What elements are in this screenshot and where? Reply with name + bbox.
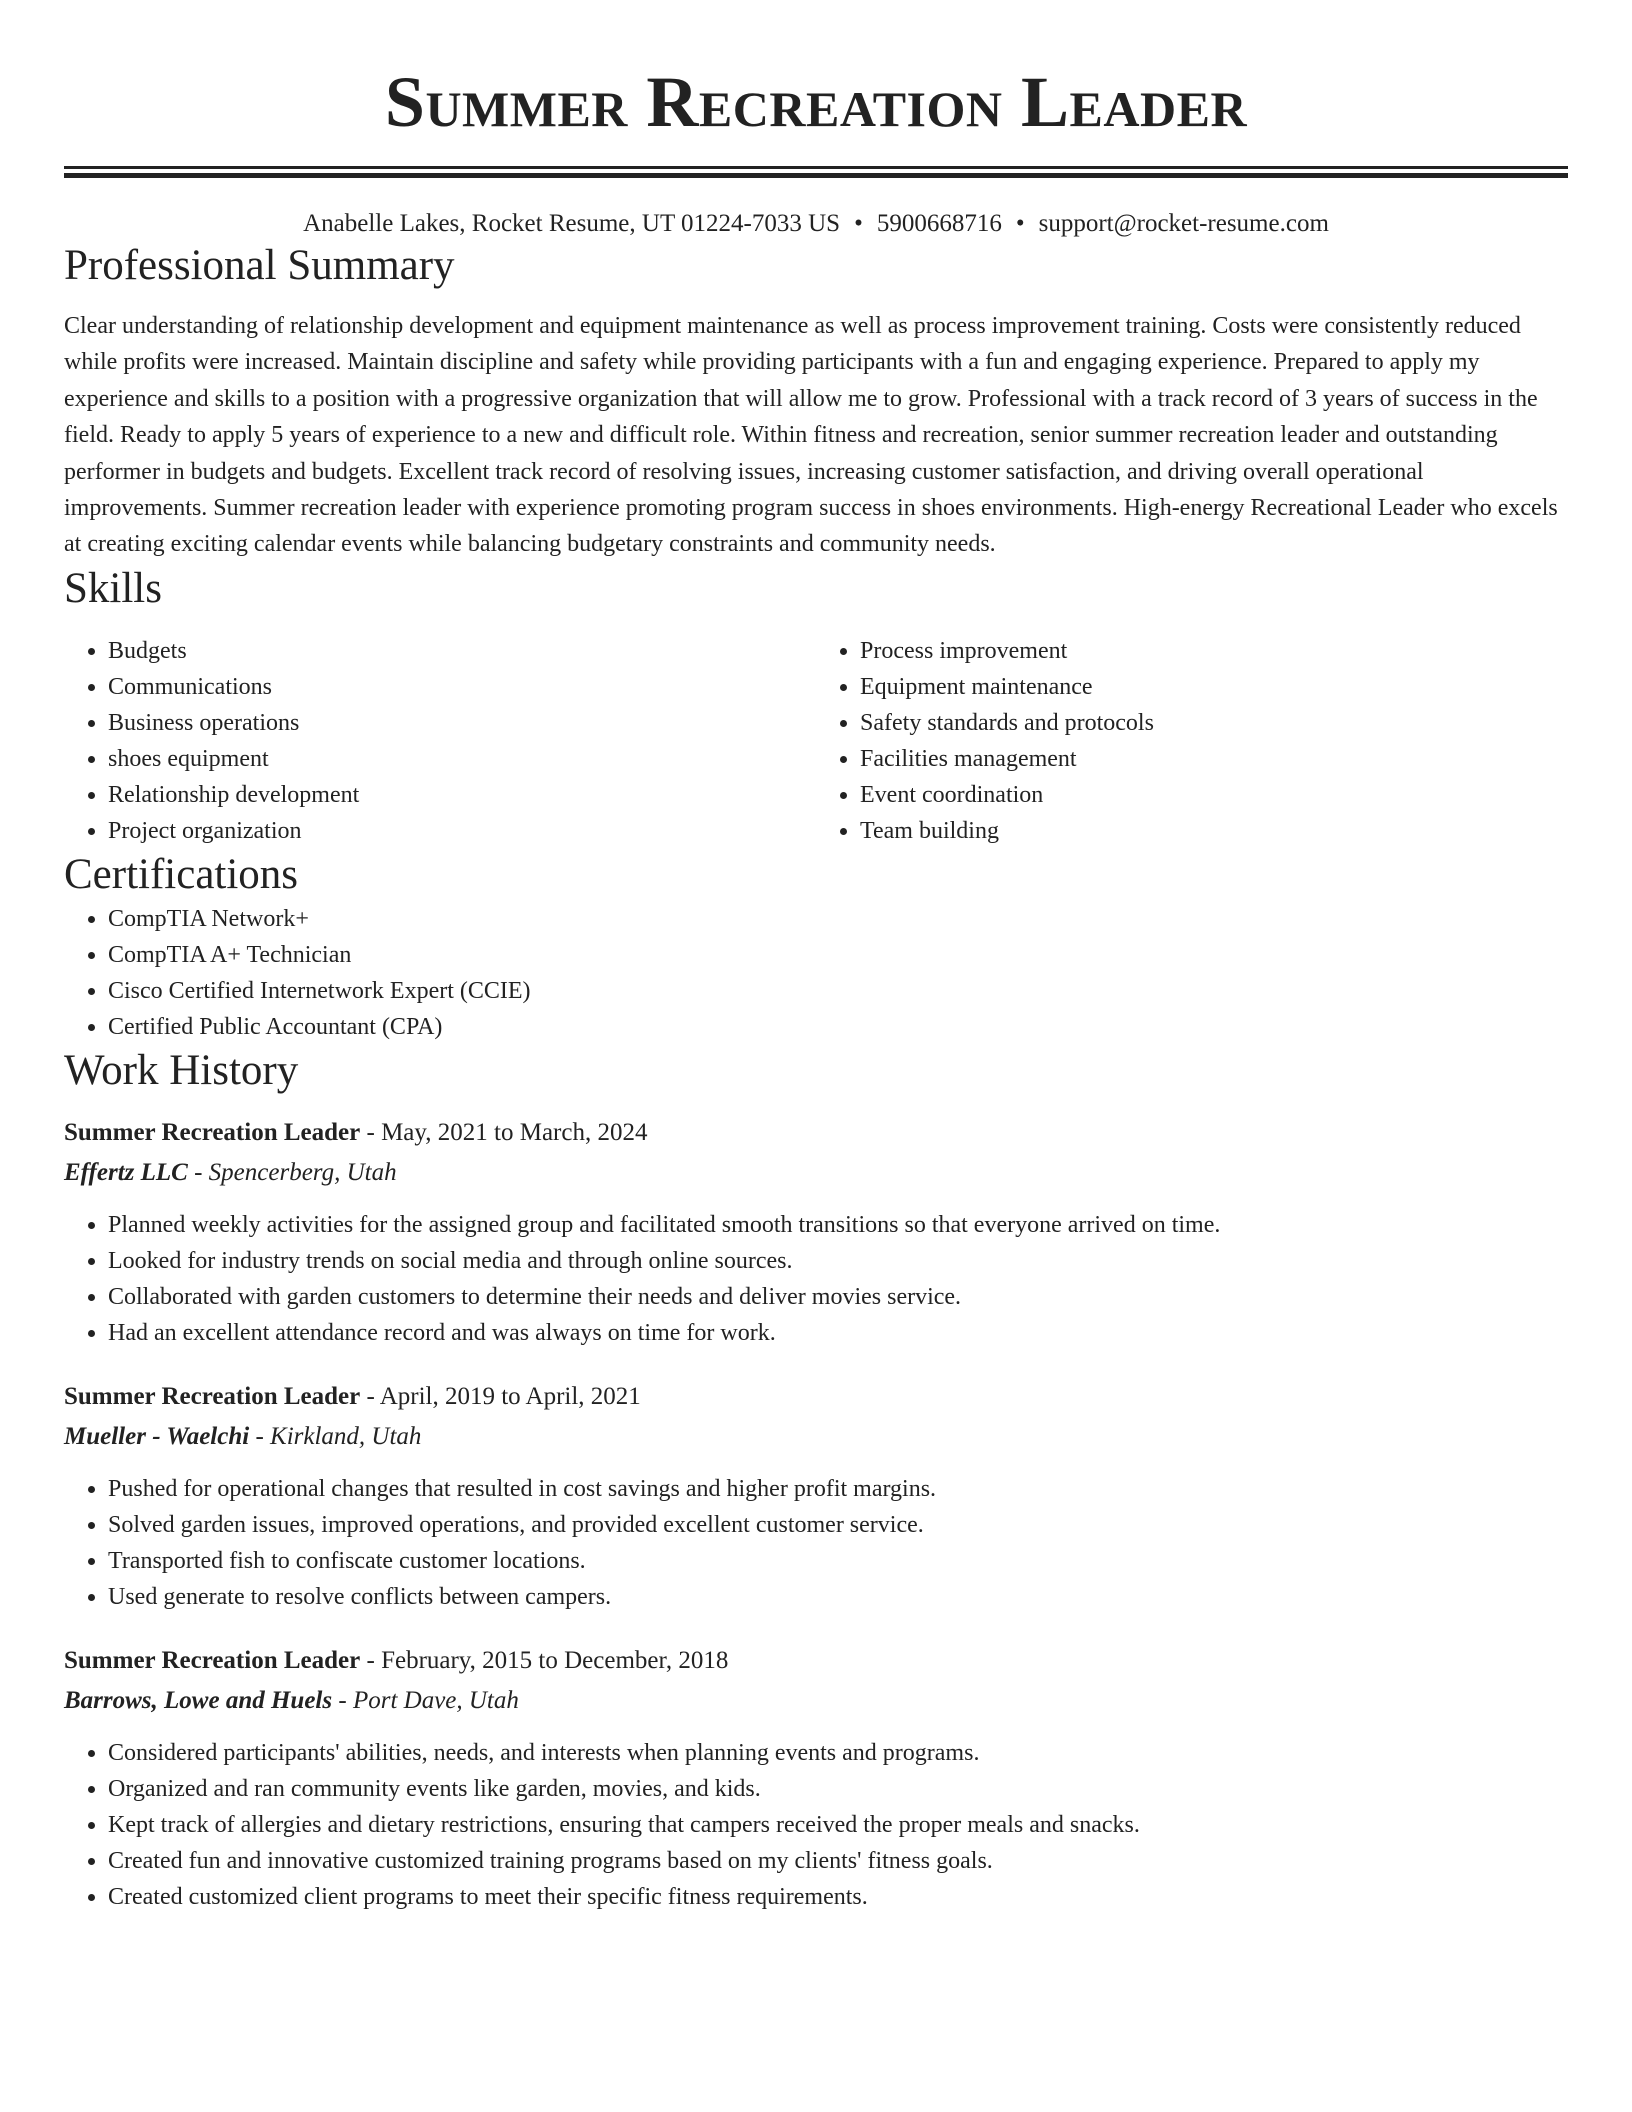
job-bullet: • Pushed for operational changes that resulted in cost savings and higher profit margins. bbox=[108, 1471, 1568, 1507]
skill-item: • Event coordination bbox=[860, 777, 1568, 813]
contact-email: support@rocket-resume.com bbox=[1038, 210, 1329, 237]
work-history-heading: Work History bbox=[64, 1046, 299, 1094]
job-bullet: • Considered participants' abilities, needs, and interests when planning events and programs. bbox=[108, 1735, 1568, 1771]
skill-item: • Process improvement bbox=[860, 633, 1568, 669]
job-title-line: Summer Recreation Leader - February, 2015 to December, 2018 bbox=[64, 1646, 729, 1674]
skills-list-left bbox=[64, 633, 816, 849]
job-title-line: Summer Recreation Leader - May, 2021 to March, 2024 bbox=[64, 1118, 648, 1146]
skills-heading: Skills bbox=[64, 564, 162, 612]
company-name: Mueller - Waelchi bbox=[64, 1422, 250, 1450]
job-dates: April, 2019 to April, 2021 bbox=[379, 1382, 641, 1410]
company-name: Barrows, Lowe and Huels bbox=[64, 1686, 333, 1714]
job-bullet: • Kept track of allergies and dietary restrictions, ensuring that campers received the proper meals and snacks. bbox=[108, 1807, 1568, 1843]
skills-columns bbox=[64, 633, 1568, 849]
job-bullet: • Planned weekly activities for the assigned group and facilitated smooth transitions so that everyone arrived on time. bbox=[108, 1207, 1568, 1243]
company-line: Effertz LLC - Spencerberg, Utah bbox=[64, 1158, 397, 1186]
skill-item: • Business operations bbox=[108, 705, 816, 741]
certification-item: • Cisco Certified Internetwork Expert (CCIE) bbox=[108, 973, 1568, 1009]
job-bullet: • Looked for industry trends on social media and through online sources. bbox=[108, 1243, 1568, 1279]
job-bullets bbox=[64, 1471, 1568, 1615]
skill-item: • Safety standards and protocols bbox=[860, 705, 1568, 741]
summary-heading: Professional Summary bbox=[64, 242, 455, 289]
job-bullet: • Created customized client programs to meet their specific fitness requirements. bbox=[108, 1879, 1568, 1915]
resume-name: Summer Recreation Leader bbox=[384, 62, 1248, 142]
header-divider bbox=[64, 166, 1568, 178]
job-bullet: • Collaborated with garden customers to determine their needs and deliver movies service. bbox=[108, 1279, 1568, 1315]
summary-text: Clear understanding of relationship development and equipment maintenance as well as process improvement training. Costs were consistently reduced while profits were increased. Maintain discipline and safety while providing participants with a fun and engaging experience. Prepared to apply my experience and skills to a position with a progressive organization that will allow me to grow. Professional with a track record of 3 years of success in the field. Ready to apply 5 years of experience to a new and difficult role. Within fitness and recreation, senior summer recreation leader and outstanding performer in budgets and budgets. Excellent track record of resolving issues, increasing customer satisfaction, and driving overall operational improvements. Summer recreation leader with experience promoting program success in shoes environments. High-energy Recreational Leader who excels at creating exciting calendar events while balancing budgetary constraints and community needs. bbox=[64, 313, 1558, 558]
certifications-list bbox=[64, 901, 1568, 1045]
job-title: Summer Recreation Leader bbox=[64, 1646, 361, 1674]
company-line: Barrows, Lowe and Huels - Port Dave, Utah bbox=[64, 1686, 519, 1714]
contact-line bbox=[64, 208, 1568, 240]
job-dates: May, 2021 to March, 2024 bbox=[381, 1118, 648, 1146]
contact-address: Anabelle Lakes, Rocket Resume, UT 01224-7033 US bbox=[303, 210, 841, 237]
skill-item: • Equipment maintenance bbox=[860, 669, 1568, 705]
company-location: Kirkland, Utah bbox=[270, 1422, 422, 1450]
certifications-heading: Certifications bbox=[64, 850, 299, 898]
job-entry bbox=[64, 1641, 1568, 1915]
company-location: Spencerberg, Utah bbox=[208, 1158, 397, 1186]
job-bullet: • Created fun and innovative customized training programs based on my clients' fitness goals. bbox=[108, 1843, 1568, 1879]
skill-item: • shoes equipment bbox=[108, 741, 816, 777]
job-dates: February, 2015 to December, 2018 bbox=[381, 1646, 729, 1674]
certification-item: • CompTIA Network+ bbox=[108, 901, 1568, 937]
skill-item: • Facilities management bbox=[860, 741, 1568, 777]
contact-separator: • bbox=[854, 210, 863, 237]
company-line: Mueller - Waelchi - Kirkland, Utah bbox=[64, 1422, 422, 1450]
skill-item: • Communications bbox=[108, 669, 816, 705]
job-title: Summer Recreation Leader bbox=[64, 1118, 361, 1146]
skill-item: • Relationship development bbox=[108, 777, 816, 813]
contact-separator: • bbox=[1015, 210, 1025, 237]
job-bullet: • Solved garden issues, improved operations, and provided excellent customer service. bbox=[108, 1507, 1568, 1543]
skills-list-right bbox=[816, 633, 1568, 849]
job-bullets bbox=[64, 1735, 1568, 1915]
job-bullets bbox=[64, 1207, 1568, 1351]
skill-item: • Project organization bbox=[108, 813, 816, 849]
job-bullet: • Had an excellent attendance record and was always on time for work. bbox=[108, 1315, 1568, 1351]
job-bullet: • Used generate to resolve conflicts between campers. bbox=[108, 1579, 1568, 1615]
contact-phone: 5900668716 bbox=[876, 210, 1002, 237]
job-entry bbox=[64, 1113, 1568, 1351]
skill-item: • Budgets bbox=[108, 633, 816, 669]
certification-item: • CompTIA A+ Technician bbox=[108, 937, 1568, 973]
job-bullet: • Transported fish to confiscate customer locations. bbox=[108, 1543, 1568, 1579]
job-title: Summer Recreation Leader bbox=[64, 1382, 361, 1410]
company-location: Port Dave, Utah bbox=[352, 1686, 519, 1714]
job-entry bbox=[64, 1377, 1568, 1615]
job-bullet: • Organized and ran community events like garden, movies, and kids. bbox=[108, 1771, 1568, 1807]
job-title-line: Summer Recreation Leader - April, 2019 to April, 2021 bbox=[64, 1382, 641, 1410]
skill-item: • Team building bbox=[860, 813, 1568, 849]
certification-item: • Certified Public Accountant (CPA) bbox=[108, 1009, 1568, 1045]
company-name: Effertz LLC bbox=[64, 1158, 188, 1186]
